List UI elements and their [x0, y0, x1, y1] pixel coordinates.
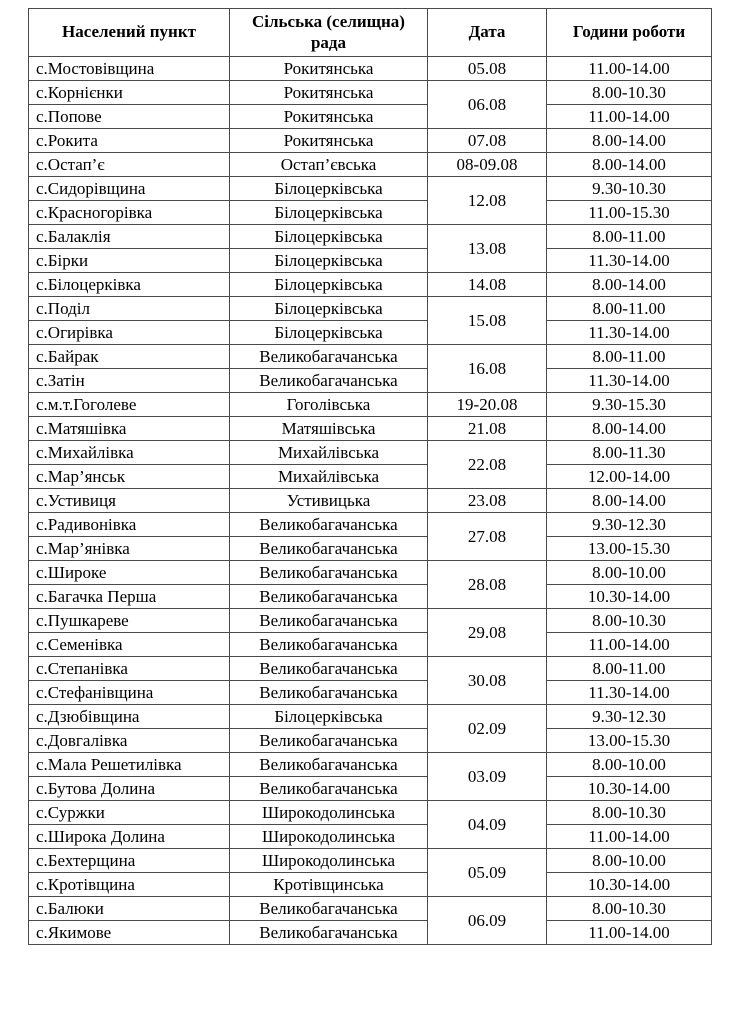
- table-row: [29, 921, 712, 945]
- cell-council: Білоцерківська: [230, 321, 428, 345]
- cell-council: Великобагачанська: [230, 369, 428, 393]
- cell-hours: 8.00-10.30: [547, 801, 712, 825]
- cell-date: 30.08: [428, 657, 547, 705]
- cell-settlement: с.Стефанівщина: [29, 681, 230, 705]
- cell-hours: 8.00-14.00: [547, 273, 712, 297]
- cell-settlement: с.Балаклія: [29, 225, 230, 249]
- cell-council: Рокитянська: [230, 57, 428, 81]
- cell-council: Білоцерківська: [230, 201, 428, 225]
- column-header-settlement: Населений пункт: [29, 9, 230, 57]
- cell-settlement: с.Багачка Перша: [29, 585, 230, 609]
- cell-settlement: с.Мостовівщина: [29, 57, 230, 81]
- cell-hours: 8.00-10.00: [547, 561, 712, 585]
- cell-council: Великобагачанська: [230, 921, 428, 945]
- cell-date: 05.09: [428, 849, 547, 897]
- cell-hours: 8.00-11.30: [547, 441, 712, 465]
- cell-council: Великобагачанська: [230, 753, 428, 777]
- cell-hours: 10.30-14.00: [547, 777, 712, 801]
- cell-settlement: с.Дзюбівщина: [29, 705, 230, 729]
- cell-settlement: с.Остап’є: [29, 153, 230, 177]
- cell-hours: 9.30-15.30: [547, 393, 712, 417]
- cell-settlement: с.Довгалівка: [29, 729, 230, 753]
- cell-date: 23.08: [428, 489, 547, 513]
- cell-settlement: с.Широка Долина: [29, 825, 230, 849]
- cell-settlement: с.м.т.Гоголеве: [29, 393, 230, 417]
- cell-hours: 8.00-11.00: [547, 297, 712, 321]
- cell-council: Рокитянська: [230, 81, 428, 105]
- cell-hours: 8.00-11.00: [547, 345, 712, 369]
- cell-date: 15.08: [428, 297, 547, 345]
- table-row: [29, 273, 712, 297]
- cell-settlement: с.Степанівка: [29, 657, 230, 681]
- cell-council: Великобагачанська: [230, 561, 428, 585]
- table-body: [29, 57, 712, 945]
- table-row: [29, 897, 712, 921]
- table-row: [29, 825, 712, 849]
- cell-date: 19-20.08: [428, 393, 547, 417]
- cell-date: 28.08: [428, 561, 547, 609]
- table-row: [29, 225, 712, 249]
- cell-council: Михайлівська: [230, 441, 428, 465]
- cell-council: Білоцерківська: [230, 273, 428, 297]
- cell-settlement: с.Красногорівка: [29, 201, 230, 225]
- cell-council: Білоцерківська: [230, 249, 428, 273]
- cell-settlement: с.Широке: [29, 561, 230, 585]
- cell-settlement: с.Бутова Долина: [29, 777, 230, 801]
- cell-council: Кротівщинська: [230, 873, 428, 897]
- table-row: [29, 729, 712, 753]
- cell-hours: 11.00-14.00: [547, 921, 712, 945]
- cell-settlement: с.Огирівка: [29, 321, 230, 345]
- cell-council: Остап’євська: [230, 153, 428, 177]
- cell-council: Великобагачанська: [230, 513, 428, 537]
- cell-council: Широкодолинська: [230, 849, 428, 873]
- cell-settlement: с.Михайлівка: [29, 441, 230, 465]
- cell-hours: 13.00-15.30: [547, 537, 712, 561]
- table-row: [29, 777, 712, 801]
- table-row: [29, 849, 712, 873]
- cell-hours: 8.00-14.00: [547, 417, 712, 441]
- column-header-date: Дата: [428, 9, 547, 57]
- cell-date: 05.08: [428, 57, 547, 81]
- table-row: [29, 393, 712, 417]
- cell-hours: 8.00-10.00: [547, 849, 712, 873]
- column-header-council: Сільська (селищна) рада: [230, 9, 428, 57]
- cell-date: 29.08: [428, 609, 547, 657]
- table-row: [29, 609, 712, 633]
- table-row: [29, 153, 712, 177]
- cell-council: Великобагачанська: [230, 609, 428, 633]
- cell-hours: 8.00-10.30: [547, 897, 712, 921]
- cell-hours: 10.30-14.00: [547, 585, 712, 609]
- cell-date: 27.08: [428, 513, 547, 561]
- table-row: [29, 81, 712, 105]
- cell-council: Широкодолинська: [230, 801, 428, 825]
- table-row: [29, 561, 712, 585]
- table-row: [29, 705, 712, 729]
- cell-settlement: с.Бехтерщина: [29, 849, 230, 873]
- cell-settlement: с.Рокита: [29, 129, 230, 153]
- cell-date: 07.08: [428, 129, 547, 153]
- cell-hours: 8.00-11.00: [547, 657, 712, 681]
- table-row: [29, 489, 712, 513]
- cell-council: Великобагачанська: [230, 585, 428, 609]
- cell-date: 04.09: [428, 801, 547, 849]
- cell-settlement: с.Балюки: [29, 897, 230, 921]
- cell-settlement: с.Суржки: [29, 801, 230, 825]
- table-row: [29, 177, 712, 201]
- table-row: [29, 297, 712, 321]
- cell-council: Михайлівська: [230, 465, 428, 489]
- table-row: [29, 321, 712, 345]
- cell-council: Великобагачанська: [230, 729, 428, 753]
- cell-settlement: с.Устивиця: [29, 489, 230, 513]
- cell-hours: 11.00-15.30: [547, 201, 712, 225]
- cell-council: Широкодолинська: [230, 825, 428, 849]
- cell-council: Великобагачанська: [230, 657, 428, 681]
- table-row: [29, 681, 712, 705]
- cell-hours: 10.30-14.00: [547, 873, 712, 897]
- table-row: [29, 201, 712, 225]
- cell-settlement: с.Мар’янівка: [29, 537, 230, 561]
- cell-date: 21.08: [428, 417, 547, 441]
- cell-hours: 11.30-14.00: [547, 681, 712, 705]
- cell-council: Гоголівська: [230, 393, 428, 417]
- cell-council: Білоцерківська: [230, 297, 428, 321]
- cell-hours: 9.30-10.30: [547, 177, 712, 201]
- cell-settlement: с.Семенівка: [29, 633, 230, 657]
- cell-council: Білоцерківська: [230, 705, 428, 729]
- table-row: [29, 513, 712, 537]
- cell-date: 06.08: [428, 81, 547, 129]
- cell-settlement: с.Білоцерківка: [29, 273, 230, 297]
- cell-settlement: с.Бірки: [29, 249, 230, 273]
- table-row: [29, 465, 712, 489]
- cell-council: Білоцерківська: [230, 177, 428, 201]
- table-row: [29, 417, 712, 441]
- cell-council: Великобагачанська: [230, 633, 428, 657]
- cell-council: Матяшівська: [230, 417, 428, 441]
- table-header-row: [29, 9, 712, 57]
- cell-hours: 11.30-14.00: [547, 321, 712, 345]
- cell-hours: 11.30-14.00: [547, 369, 712, 393]
- cell-date: 14.08: [428, 273, 547, 297]
- cell-hours: 8.00-14.00: [547, 153, 712, 177]
- cell-hours: 8.00-14.00: [547, 129, 712, 153]
- table-row: [29, 585, 712, 609]
- cell-council: Великобагачанська: [230, 681, 428, 705]
- cell-date: 12.08: [428, 177, 547, 225]
- cell-settlement: с.Пушкареве: [29, 609, 230, 633]
- cell-council: Устивицька: [230, 489, 428, 513]
- cell-hours: 11.00-14.00: [547, 825, 712, 849]
- cell-council: Рокитянська: [230, 105, 428, 129]
- cell-hours: 11.00-14.00: [547, 633, 712, 657]
- cell-hours: 8.00-10.30: [547, 81, 712, 105]
- table-row: [29, 249, 712, 273]
- cell-council: Білоцерківська: [230, 225, 428, 249]
- cell-hours: 11.00-14.00: [547, 105, 712, 129]
- cell-settlement: с.Кротівщина: [29, 873, 230, 897]
- cell-hours: 11.30-14.00: [547, 249, 712, 273]
- cell-hours: 9.30-12.30: [547, 513, 712, 537]
- table-header: [29, 9, 712, 57]
- table-row: [29, 873, 712, 897]
- cell-settlement: с.Сидорівщина: [29, 177, 230, 201]
- cell-date: 02.09: [428, 705, 547, 753]
- table-row: [29, 441, 712, 465]
- cell-council: Великобагачанська: [230, 777, 428, 801]
- cell-hours: 8.00-10.00: [547, 753, 712, 777]
- cell-hours: 12.00-14.00: [547, 465, 712, 489]
- cell-settlement: с.Якимове: [29, 921, 230, 945]
- table-row: [29, 657, 712, 681]
- cell-hours: 8.00-11.00: [547, 225, 712, 249]
- cell-hours: 9.30-12.30: [547, 705, 712, 729]
- cell-date: 08-09.08: [428, 153, 547, 177]
- cell-council: Рокитянська: [230, 129, 428, 153]
- cell-date: 06.09: [428, 897, 547, 945]
- table-row: [29, 345, 712, 369]
- table-row: [29, 57, 712, 81]
- cell-hours: 8.00-10.30: [547, 609, 712, 633]
- column-header-hours: Години роботи: [547, 9, 712, 57]
- cell-settlement: с.Байрак: [29, 345, 230, 369]
- cell-settlement: с.Матяшівка: [29, 417, 230, 441]
- schedule-table: [28, 8, 712, 945]
- table-row: [29, 369, 712, 393]
- cell-hours: 8.00-14.00: [547, 489, 712, 513]
- cell-council: Великобагачанська: [230, 897, 428, 921]
- table-row: [29, 129, 712, 153]
- cell-hours: 11.00-14.00: [547, 57, 712, 81]
- cell-date: 13.08: [428, 225, 547, 273]
- cell-settlement: с.Попове: [29, 105, 230, 129]
- cell-settlement: с.Корнієнки: [29, 81, 230, 105]
- table-row: [29, 105, 712, 129]
- cell-date: 03.09: [428, 753, 547, 801]
- table-row: [29, 633, 712, 657]
- cell-settlement: с.Мар’янськ: [29, 465, 230, 489]
- table-row: [29, 753, 712, 777]
- cell-settlement: с.Радивонівка: [29, 513, 230, 537]
- cell-date: 22.08: [428, 441, 547, 489]
- cell-date: 16.08: [428, 345, 547, 393]
- cell-settlement: с.Затін: [29, 369, 230, 393]
- table-row: [29, 537, 712, 561]
- cell-council: Великобагачанська: [230, 537, 428, 561]
- cell-settlement: с.Поділ: [29, 297, 230, 321]
- cell-hours: 13.00-15.30: [547, 729, 712, 753]
- cell-settlement: с.Мала Решетилівка: [29, 753, 230, 777]
- table-row: [29, 801, 712, 825]
- cell-council: Великобагачанська: [230, 345, 428, 369]
